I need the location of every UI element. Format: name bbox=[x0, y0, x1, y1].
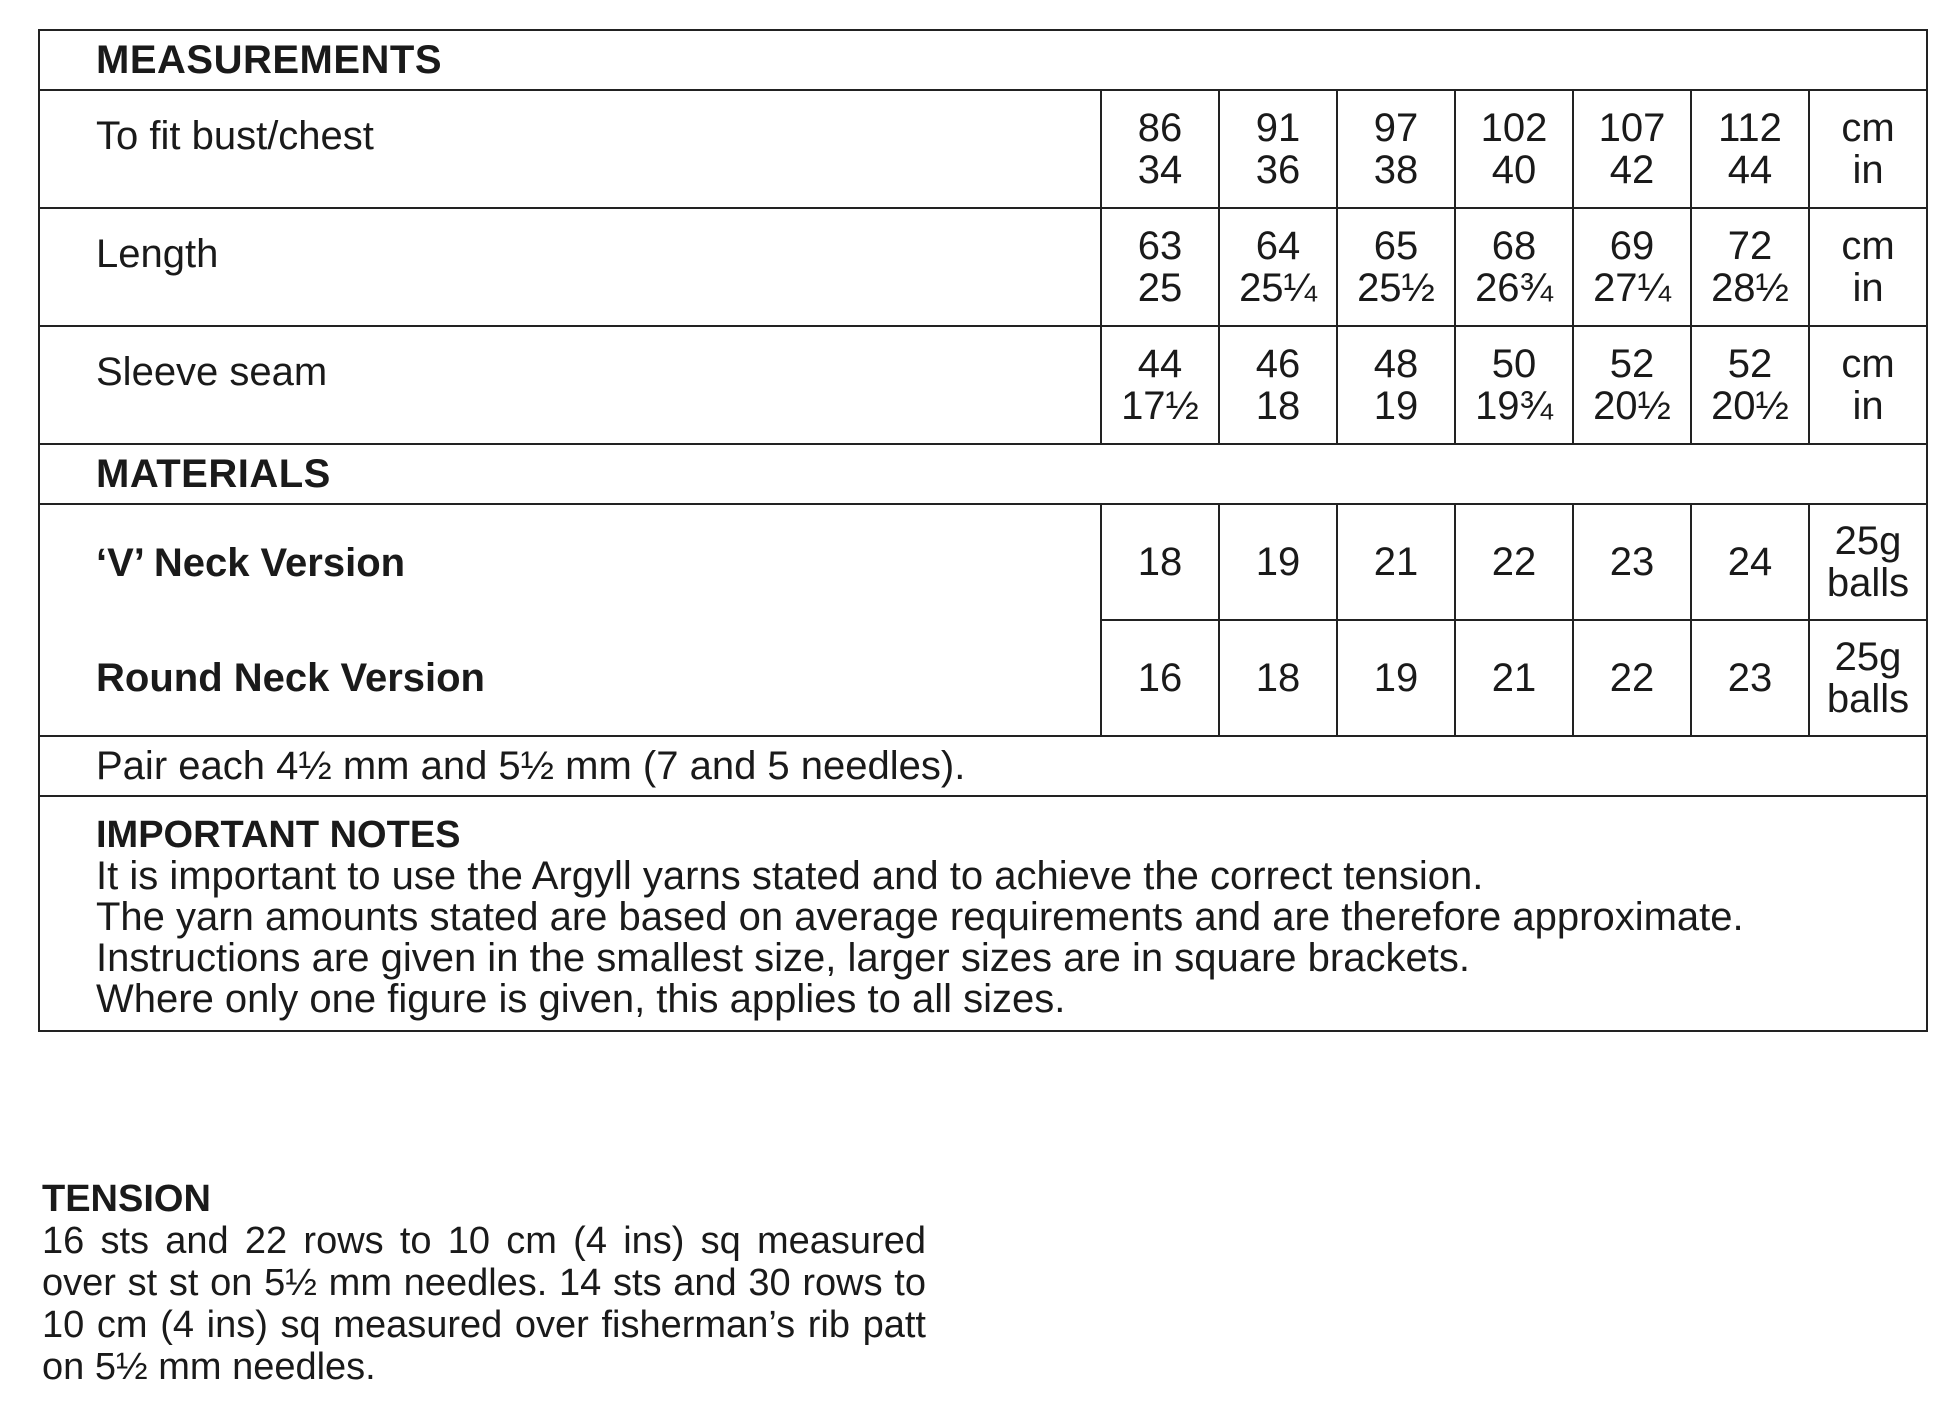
tension-body: 16 sts and 22 rows to 10 cm (4 ins) sq measured over st st on 5½ mm needles. 14 sts and 30 rows to 10 cm (4 ins) sq measured over fisherman’s rib patt on 5½ mm needles. bbox=[42, 1220, 926, 1388]
balls-cell: 23 bbox=[1573, 504, 1691, 620]
size-cell: 86 34 bbox=[1101, 90, 1219, 208]
size-cell: 46 18 bbox=[1219, 326, 1337, 444]
note-line: Instructions are given in the smallest size, larger sizes are in square brackets. bbox=[96, 936, 1470, 980]
size-cell: 48 19 bbox=[1337, 326, 1455, 444]
size-cell: 102 40 bbox=[1455, 90, 1573, 208]
unit-cell: cm in bbox=[1809, 90, 1927, 208]
note-line: The yarn amounts stated are based on average requirements and are therefore approximate. bbox=[96, 895, 1744, 939]
balls-cell: 22 bbox=[1455, 504, 1573, 620]
size-cell: 52 20½ bbox=[1691, 326, 1809, 444]
balls-cell: 18 bbox=[1219, 620, 1337, 736]
size-cell: 97 38 bbox=[1337, 90, 1455, 208]
measurements-heading: MEASUREMENTS bbox=[39, 30, 1927, 90]
materials-row-round-neck bbox=[39, 620, 1927, 736]
important-notes bbox=[39, 796, 1927, 1031]
unit-cell: cm in bbox=[1809, 208, 1927, 326]
measurement-row-length bbox=[39, 208, 1927, 326]
note-line: It is important to use the Argyll yarns stated and to achieve the correct tension. bbox=[96, 854, 1484, 898]
row-label: ‘V’ Neck Version bbox=[39, 504, 1101, 620]
row-label: Length bbox=[39, 208, 1101, 326]
needles-text: Pair each 4½ mm and 5½ mm (7 and 5 needles). bbox=[39, 736, 1927, 796]
pattern-spec-table bbox=[38, 29, 1928, 1032]
materials-heading: MATERIALS bbox=[39, 444, 1927, 504]
size-cell: 112 44 bbox=[1691, 90, 1809, 208]
tension-heading: TENSION bbox=[42, 1178, 211, 1220]
size-cell: 52 20½ bbox=[1573, 326, 1691, 444]
balls-cell: 23 bbox=[1691, 620, 1809, 736]
balls-cell: 19 bbox=[1337, 620, 1455, 736]
size-cell: 72 28½ bbox=[1691, 208, 1809, 326]
measurement-row-bust bbox=[39, 90, 1927, 208]
size-cell: 68 26¾ bbox=[1455, 208, 1573, 326]
row-label: To fit bust/chest bbox=[39, 90, 1101, 208]
size-cell: 91 36 bbox=[1219, 90, 1337, 208]
size-cell: 107 42 bbox=[1573, 90, 1691, 208]
size-cell: 65 25½ bbox=[1337, 208, 1455, 326]
row-label: Sleeve seam bbox=[39, 326, 1101, 444]
balls-cell: 18 bbox=[1101, 504, 1219, 620]
balls-cell: 16 bbox=[1101, 620, 1219, 736]
size-cell: 63 25 bbox=[1101, 208, 1219, 326]
balls-cell: 22 bbox=[1573, 620, 1691, 736]
notes-heading: IMPORTANT NOTES bbox=[96, 814, 461, 856]
unit-cell: cm in bbox=[1809, 326, 1927, 444]
measurement-row-sleeve bbox=[39, 326, 1927, 444]
size-cell: 64 25¼ bbox=[1219, 208, 1337, 326]
balls-cell: 21 bbox=[1337, 504, 1455, 620]
balls-cell: 21 bbox=[1455, 620, 1573, 736]
tension-section bbox=[42, 1178, 926, 1388]
materials-row-v-neck bbox=[39, 504, 1927, 620]
unit-cell: 25g balls bbox=[1809, 620, 1927, 736]
size-cell: 44 17½ bbox=[1101, 326, 1219, 444]
unit-cell: 25g balls bbox=[1809, 504, 1927, 620]
row-label: Round Neck Version bbox=[39, 620, 1101, 736]
note-line: Where only one figure is given, this applies to all sizes. bbox=[96, 977, 1066, 1021]
size-cell: 69 27¼ bbox=[1573, 208, 1691, 326]
size-cell: 50 19¾ bbox=[1455, 326, 1573, 444]
balls-cell: 19 bbox=[1219, 504, 1337, 620]
balls-cell: 24 bbox=[1691, 504, 1809, 620]
